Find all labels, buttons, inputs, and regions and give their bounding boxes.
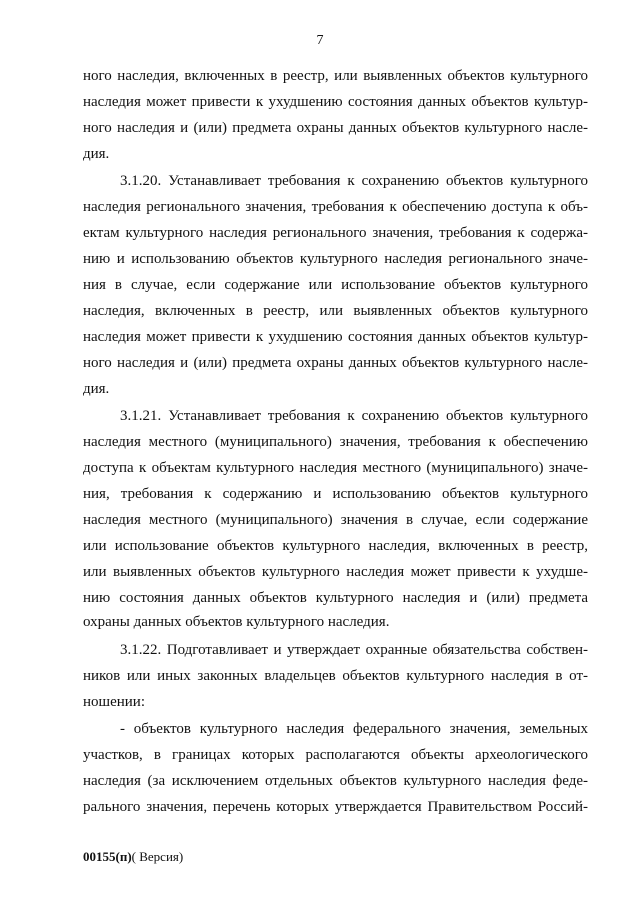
text-line: нию и использованию объектов культурного наследия регионального значе- (83, 251, 588, 267)
text-line: наследия местного (муниципального) значения, требования к обеспечению (83, 434, 588, 450)
text-line: ния, требования к содержанию и использованию объектов культурного (83, 486, 588, 502)
text-line: дия. (83, 146, 110, 162)
text-line: ного наследия и (или) предмета охраны данных объектов культурного насле- (83, 120, 588, 136)
list-item-federal: - объектов культурного наследия федерального значения, земельных (120, 721, 588, 737)
text-line: ния в случае, если содержание или использование объектов культурного (83, 277, 588, 293)
text-line: дия. (83, 381, 110, 397)
document-footer (83, 849, 183, 865)
text-line: нию состояния данных объектов культурного наследия и (или) предмета (83, 590, 588, 606)
text-line: наследия может привести к ухудшению состояния данных объектов культур- (83, 94, 588, 110)
paragraph-heading-3-1-22: 3.1.22. Подготавливает и утверждает охранные обязательства собствен- (120, 642, 588, 658)
text-line: доступа к объектам культурного наследия местного (муниципального) значе- (83, 460, 588, 476)
paragraph-heading-3-1-20: 3.1.20. Устанавливает требования к сохранению объектов культурного (120, 173, 588, 189)
paragraph-heading-3-1-21: 3.1.21. Устанавливает требования к сохранению объектов культурного (120, 408, 588, 424)
text-line: наследия (за исключением отдельных объектов культурного наследия феде- (83, 773, 588, 789)
document-code: 00155(п) (83, 849, 132, 864)
text-line: ношении: (83, 694, 145, 710)
text-line: наследия регионального значения, требования к обеспечению доступа к объ- (83, 199, 588, 215)
text-line: участков, в границах которых располагаются объекты археологического (83, 747, 588, 763)
text-line: ников или иных законных владельцев объектов культурного наследия в от- (83, 668, 588, 684)
text-line: или выявленных объектов культурного наследия может привести к ухудше- (83, 564, 588, 580)
text-line: наследия может привести к ухудшению состояния данных объектов культур- (83, 329, 588, 345)
text-line: наследия, включенных в реестр, или выявленных объектов культурного (83, 303, 588, 319)
document-version: ( Версия) (131, 849, 184, 864)
text-line: ного наследия, включенных в реестр, или выявленных объектов культурного (83, 68, 588, 84)
page-number: 7 (316, 33, 324, 48)
text-line: ного наследия и (или) предмета охраны данных объектов культурного насле- (83, 355, 588, 371)
text-line: или использование объектов культурного наследия, включенных в реестр, (83, 538, 588, 554)
text-line: охраны данных объектов культурного наследия. (83, 614, 390, 630)
text-line: ектам культурного наследия регионального значения, требования к содержа- (83, 225, 588, 241)
text-line: наследия местного (муниципального) значения в случае, если содержание (83, 512, 588, 528)
text-line: рального значения, перечень которых утверждается Правительством Россий- (83, 799, 588, 815)
